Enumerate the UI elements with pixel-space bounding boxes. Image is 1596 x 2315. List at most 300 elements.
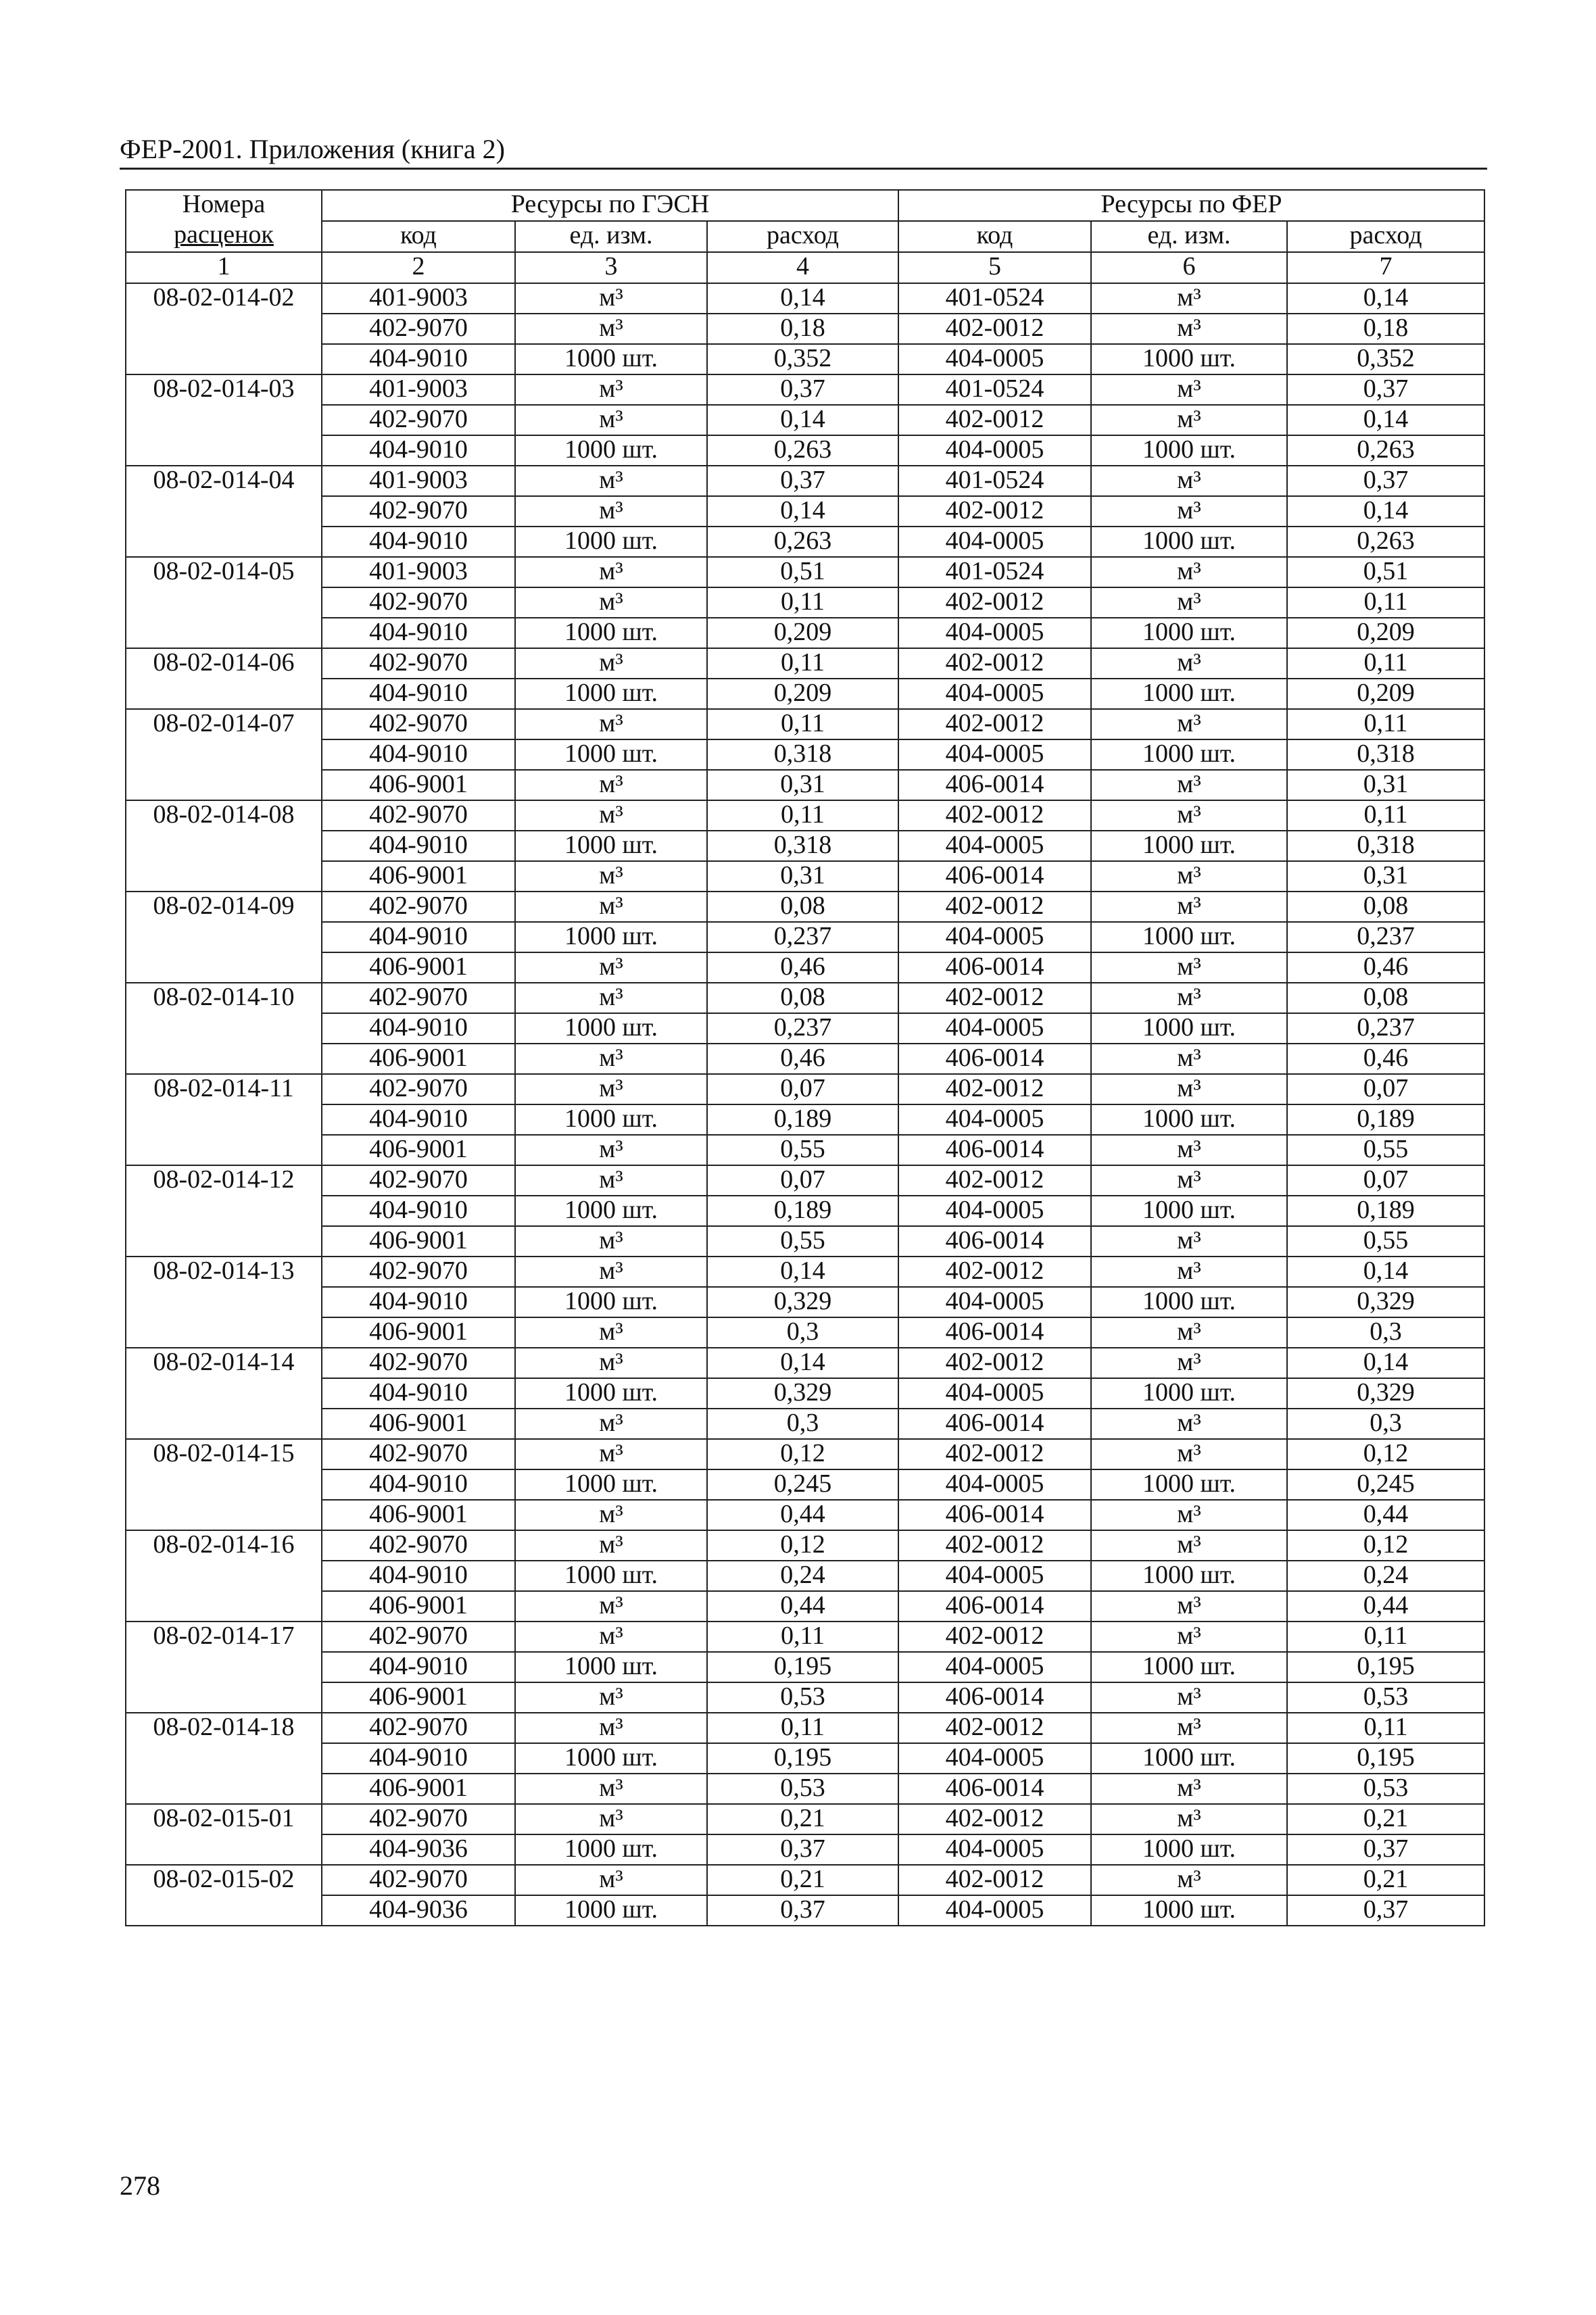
cell-fer-unit: м³: [1091, 1135, 1287, 1165]
cell-gesn-consumption: 0,318: [707, 739, 898, 770]
header-gesn-consumption: расход: [707, 221, 898, 252]
cell-gesn-unit: 1000 шт.: [515, 527, 707, 557]
cell-fer-unit: м³: [1091, 1591, 1287, 1622]
cell-gesn-consumption: 0,08: [707, 983, 898, 1013]
cell-fer-consumption: 0,11: [1287, 1622, 1484, 1652]
cell-gesn-consumption: 0,11: [707, 587, 898, 618]
cell-gesn-consumption: 0,263: [707, 527, 898, 557]
col-number: 4: [707, 252, 898, 283]
cell-fer-consumption: 0,44: [1287, 1500, 1484, 1530]
table-row: [126, 1165, 1484, 1196]
cell-gesn-unit: 1000 шт.: [515, 1743, 707, 1774]
cell-gesn-code: 404-9010: [322, 344, 515, 374]
cell-fer-consumption: 0,209: [1287, 618, 1484, 648]
cell-fer-code: 404-0005: [898, 739, 1091, 770]
cell-gesn-code: 404-9036: [322, 1895, 515, 1926]
table-row: [126, 527, 1484, 557]
header-fer-resources: Ресурсы по ФЕР: [898, 190, 1484, 221]
cell-gesn-consumption: 0,44: [707, 1591, 898, 1622]
cell-fer-unit: м³: [1091, 983, 1287, 1013]
rate-number: 08-02-014-10: [126, 983, 322, 1074]
cell-gesn-unit: м³: [515, 709, 707, 739]
cell-gesn-code: 402-9070: [322, 314, 515, 344]
col-number: 2: [322, 252, 515, 283]
cell-fer-code: 402-0012: [898, 1713, 1091, 1743]
cell-fer-unit: м³: [1091, 952, 1287, 983]
cell-fer-consumption: 0,12: [1287, 1530, 1484, 1561]
page-number: 278: [120, 2170, 160, 2201]
rate-number: 08-02-014-15: [126, 1439, 322, 1530]
table-row: [126, 1317, 1484, 1348]
cell-gesn-code: 402-9070: [322, 496, 515, 527]
cell-gesn-consumption: 0,46: [707, 1044, 898, 1074]
cell-gesn-code: 401-9003: [322, 466, 515, 496]
cell-gesn-code: 406-9001: [322, 861, 515, 892]
cell-gesn-consumption: 0,53: [707, 1682, 898, 1713]
cell-gesn-unit: м³: [515, 283, 707, 314]
cell-gesn-code: 406-9001: [322, 1682, 515, 1713]
cell-fer-unit: м³: [1091, 1226, 1287, 1257]
table-row: [126, 435, 1484, 466]
rate-number: 08-02-014-13: [126, 1257, 322, 1348]
cell-gesn-consumption: 0,31: [707, 861, 898, 892]
cell-gesn-unit: м³: [515, 770, 707, 800]
table-row: [126, 1530, 1484, 1561]
table-row: [126, 1652, 1484, 1682]
cell-gesn-unit: м³: [515, 1682, 707, 1713]
cell-gesn-consumption: 0,11: [707, 648, 898, 679]
table-row: [126, 648, 1484, 679]
cell-fer-code: 406-0014: [898, 861, 1091, 892]
cell-gesn-code: 404-9036: [322, 1834, 515, 1865]
table-row: [126, 739, 1484, 770]
cell-gesn-code: 402-9070: [322, 1074, 515, 1104]
table-row: [126, 1774, 1484, 1804]
cell-gesn-code: 404-9010: [322, 679, 515, 709]
cell-gesn-unit: м³: [515, 557, 707, 587]
table-row: [126, 1561, 1484, 1591]
table-row: [126, 1135, 1484, 1165]
cell-gesn-unit: 1000 шт.: [515, 1104, 707, 1135]
header-gesn-resources: Ресурсы по ГЭСН: [322, 190, 898, 221]
cell-gesn-code: 401-9003: [322, 557, 515, 587]
table-row: [126, 1104, 1484, 1135]
cell-gesn-consumption: 0,24: [707, 1561, 898, 1591]
cell-fer-consumption: 0,11: [1287, 1713, 1484, 1743]
cell-gesn-code: 404-9010: [322, 739, 515, 770]
cell-gesn-code: 406-9001: [322, 1500, 515, 1530]
cell-fer-unit: 1000 шт.: [1091, 679, 1287, 709]
cell-fer-code: 404-0005: [898, 1287, 1091, 1317]
cell-gesn-code: 404-9010: [322, 527, 515, 557]
cell-gesn-consumption: 0,07: [707, 1074, 898, 1104]
cell-gesn-code: 404-9010: [322, 1104, 515, 1135]
cell-gesn-code: 406-9001: [322, 952, 515, 983]
cell-fer-consumption: 0,3: [1287, 1409, 1484, 1439]
cell-gesn-code: 404-9010: [322, 922, 515, 952]
table-row: [126, 922, 1484, 952]
cell-fer-unit: м³: [1091, 1682, 1287, 1713]
cell-fer-code: 404-0005: [898, 1469, 1091, 1500]
cell-fer-code: 404-0005: [898, 1378, 1091, 1409]
cell-fer-code: 404-0005: [898, 1013, 1091, 1044]
cell-fer-unit: м³: [1091, 1165, 1287, 1196]
cell-fer-code: 402-0012: [898, 1257, 1091, 1287]
cell-fer-consumption: 0,11: [1287, 709, 1484, 739]
cell-gesn-unit: 1000 шт.: [515, 679, 707, 709]
cell-gesn-code: 402-9070: [322, 1439, 515, 1469]
cell-gesn-consumption: 0,14: [707, 1348, 898, 1378]
cell-gesn-consumption: 0,237: [707, 922, 898, 952]
table-row: [126, 587, 1484, 618]
table-row: [126, 344, 1484, 374]
cell-gesn-code: 402-9070: [322, 1257, 515, 1287]
cell-fer-unit: 1000 шт.: [1091, 1469, 1287, 1500]
cell-gesn-consumption: 0,3: [707, 1409, 898, 1439]
cell-fer-consumption: 0,11: [1287, 648, 1484, 679]
cell-gesn-consumption: 0,209: [707, 679, 898, 709]
cell-fer-unit: м³: [1091, 374, 1287, 405]
cell-fer-consumption: 0,329: [1287, 1378, 1484, 1409]
cell-gesn-consumption: 0,11: [707, 1713, 898, 1743]
col-number: 1: [126, 252, 322, 283]
header-row-2: [126, 221, 1484, 252]
cell-gesn-unit: 1000 шт.: [515, 1895, 707, 1926]
cell-gesn-unit: 1000 шт.: [515, 922, 707, 952]
header-row-1: [126, 190, 1484, 221]
cell-gesn-code: 406-9001: [322, 770, 515, 800]
cell-fer-unit: м³: [1091, 1865, 1287, 1895]
rate-number: 08-02-014-07: [126, 709, 322, 800]
cell-gesn-unit: м³: [515, 1439, 707, 1469]
cell-gesn-unit: м³: [515, 1135, 707, 1165]
cell-fer-code: 406-0014: [898, 1500, 1091, 1530]
cell-fer-code: 404-0005: [898, 679, 1091, 709]
cell-gesn-code: 402-9070: [322, 648, 515, 679]
cell-fer-consumption: 0,44: [1287, 1591, 1484, 1622]
cell-fer-unit: 1000 шт.: [1091, 1104, 1287, 1135]
cell-fer-consumption: 0,263: [1287, 527, 1484, 557]
cell-fer-consumption: 0,08: [1287, 983, 1484, 1013]
table-row: [126, 1713, 1484, 1743]
cell-fer-code: 404-0005: [898, 1743, 1091, 1774]
cell-gesn-consumption: 0,14: [707, 283, 898, 314]
cell-gesn-code: 402-9070: [322, 1348, 515, 1378]
cell-fer-code: 404-0005: [898, 1834, 1091, 1865]
header-gesn-code: код: [322, 221, 515, 252]
rate-number: 08-02-014-16: [126, 1530, 322, 1622]
rate-number: 08-02-014-02: [126, 283, 322, 374]
table-row: [126, 283, 1484, 314]
cell-gesn-code: 402-9070: [322, 709, 515, 739]
cell-gesn-consumption: 0,237: [707, 1013, 898, 1044]
cell-gesn-code: 402-9070: [322, 1165, 515, 1196]
cell-gesn-unit: 1000 шт.: [515, 739, 707, 770]
cell-gesn-unit: м³: [515, 1074, 707, 1104]
cell-gesn-unit: м³: [515, 496, 707, 527]
cell-fer-consumption: 0,195: [1287, 1652, 1484, 1682]
rate-number: 08-02-014-12: [126, 1165, 322, 1257]
cell-fer-unit: 1000 шт.: [1091, 1378, 1287, 1409]
cell-fer-consumption: 0,11: [1287, 587, 1484, 618]
cell-gesn-code: 402-9070: [322, 1622, 515, 1652]
table-row: [126, 709, 1484, 739]
cell-gesn-unit: м³: [515, 952, 707, 983]
cell-fer-unit: м³: [1091, 1044, 1287, 1074]
cell-fer-code: 404-0005: [898, 1104, 1091, 1135]
cell-fer-consumption: 0,352: [1287, 344, 1484, 374]
table-row: [126, 1044, 1484, 1074]
cell-gesn-code: 404-9010: [322, 618, 515, 648]
cell-gesn-unit: 1000 шт.: [515, 1469, 707, 1500]
cell-fer-consumption: 0,237: [1287, 922, 1484, 952]
cell-gesn-unit: м³: [515, 1530, 707, 1561]
cell-gesn-consumption: 0,195: [707, 1652, 898, 1682]
cell-fer-consumption: 0,08: [1287, 892, 1484, 922]
cell-gesn-unit: 1000 шт.: [515, 1378, 707, 1409]
cell-gesn-consumption: 0,37: [707, 466, 898, 496]
cell-gesn-consumption: 0,263: [707, 435, 898, 466]
cell-fer-unit: 1000 шт.: [1091, 618, 1287, 648]
cell-gesn-code: 404-9010: [322, 831, 515, 861]
cell-gesn-unit: м³: [515, 800, 707, 831]
cell-fer-code: 406-0014: [898, 1226, 1091, 1257]
cell-fer-code: 401-0524: [898, 374, 1091, 405]
cell-fer-consumption: 0,07: [1287, 1165, 1484, 1196]
cell-fer-consumption: 0,46: [1287, 1044, 1484, 1074]
cell-gesn-unit: м³: [515, 1591, 707, 1622]
cell-fer-unit: м³: [1091, 1074, 1287, 1104]
table-row: [126, 1804, 1484, 1834]
cell-gesn-consumption: 0,14: [707, 1257, 898, 1287]
cell-fer-code: 404-0005: [898, 1895, 1091, 1926]
cell-gesn-code: 406-9001: [322, 1317, 515, 1348]
rate-number: 08-02-014-04: [126, 466, 322, 557]
cell-gesn-code: 402-9070: [322, 1865, 515, 1895]
cell-gesn-unit: 1000 шт.: [515, 1561, 707, 1591]
cell-fer-unit: 1000 шт.: [1091, 1895, 1287, 1926]
table-row: [126, 770, 1484, 800]
cell-fer-consumption: 0,209: [1287, 679, 1484, 709]
cell-fer-unit: 1000 шт.: [1091, 527, 1287, 557]
cell-gesn-unit: м³: [515, 983, 707, 1013]
cell-gesn-consumption: 0,46: [707, 952, 898, 983]
cell-fer-consumption: 0,14: [1287, 496, 1484, 527]
cell-gesn-code: 404-9010: [322, 1287, 515, 1317]
rate-number: 08-02-014-17: [126, 1622, 322, 1713]
cell-gesn-code: 402-9070: [322, 1530, 515, 1561]
rate-number: 08-02-014-06: [126, 648, 322, 709]
table-row: [126, 892, 1484, 922]
cell-gesn-code: 402-9070: [322, 892, 515, 922]
cell-gesn-unit: 1000 шт.: [515, 1013, 707, 1044]
cell-fer-unit: м³: [1091, 892, 1287, 922]
cell-fer-consumption: 0,237: [1287, 1013, 1484, 1044]
cell-gesn-consumption: 0,31: [707, 770, 898, 800]
table-row: [126, 405, 1484, 435]
cell-gesn-consumption: 0,44: [707, 1500, 898, 1530]
cell-gesn-code: 402-9070: [322, 587, 515, 618]
cell-fer-code: 402-0012: [898, 1530, 1091, 1561]
cell-fer-unit: м³: [1091, 557, 1287, 587]
cell-fer-code: 404-0005: [898, 618, 1091, 648]
table-row: [126, 1622, 1484, 1652]
cell-fer-unit: м³: [1091, 648, 1287, 679]
table-row: [126, 1469, 1484, 1500]
cell-fer-code: 402-0012: [898, 1348, 1091, 1378]
cell-gesn-unit: м³: [515, 1044, 707, 1074]
table-row: [126, 1196, 1484, 1226]
cell-fer-code: 406-0014: [898, 1317, 1091, 1348]
cell-gesn-unit: 1000 шт.: [515, 1652, 707, 1682]
cell-fer-consumption: 0,263: [1287, 435, 1484, 466]
rate-number: 08-02-014-08: [126, 800, 322, 892]
cell-fer-consumption: 0,14: [1287, 283, 1484, 314]
cell-gesn-consumption: 0,11: [707, 709, 898, 739]
cell-gesn-consumption: 0,37: [707, 374, 898, 405]
cell-gesn-unit: 1000 шт.: [515, 1196, 707, 1226]
cell-fer-unit: м³: [1091, 1622, 1287, 1652]
cell-gesn-consumption: 0,12: [707, 1530, 898, 1561]
cell-gesn-consumption: 0,329: [707, 1378, 898, 1409]
cell-fer-code: 402-0012: [898, 496, 1091, 527]
cell-fer-code: 401-0524: [898, 557, 1091, 587]
cell-gesn-unit: 1000 шт.: [515, 831, 707, 861]
cell-gesn-consumption: 0,51: [707, 557, 898, 587]
table-row: [126, 1226, 1484, 1257]
cell-gesn-consumption: 0,21: [707, 1865, 898, 1895]
cell-fer-code: 402-0012: [898, 1439, 1091, 1469]
cell-gesn-unit: 1000 шт.: [515, 618, 707, 648]
header-rates-sub: расценок: [126, 221, 322, 252]
cell-gesn-code: 401-9003: [322, 283, 515, 314]
cell-gesn-unit: м³: [515, 1257, 707, 1287]
table-row: [126, 466, 1484, 496]
table-row: [126, 496, 1484, 527]
cell-fer-code: 402-0012: [898, 314, 1091, 344]
cell-gesn-code: 406-9001: [322, 1591, 515, 1622]
cell-fer-code: 402-0012: [898, 648, 1091, 679]
cell-fer-consumption: 0,31: [1287, 861, 1484, 892]
table-row: [126, 1348, 1484, 1378]
table-row: [126, 983, 1484, 1013]
cell-fer-consumption: 0,37: [1287, 374, 1484, 405]
cell-fer-consumption: 0,24: [1287, 1561, 1484, 1591]
rate-number: 08-02-014-18: [126, 1713, 322, 1804]
cell-fer-code: 404-0005: [898, 1561, 1091, 1591]
cell-gesn-unit: м³: [515, 1500, 707, 1530]
table-row: [126, 831, 1484, 861]
col-number: 6: [1091, 252, 1287, 283]
cell-gesn-unit: м³: [515, 405, 707, 435]
col-number: 5: [898, 252, 1091, 283]
cell-gesn-consumption: 0,07: [707, 1165, 898, 1196]
cell-fer-unit: м³: [1091, 1409, 1287, 1439]
cell-fer-consumption: 0,14: [1287, 405, 1484, 435]
cell-fer-consumption: 0,37: [1287, 1895, 1484, 1926]
cell-fer-consumption: 0,189: [1287, 1196, 1484, 1226]
cell-gesn-unit: м³: [515, 648, 707, 679]
cell-fer-consumption: 0,51: [1287, 557, 1484, 587]
cell-fer-unit: м³: [1091, 1530, 1287, 1561]
cell-fer-code: 402-0012: [898, 1622, 1091, 1652]
cell-gesn-code: 406-9001: [322, 1226, 515, 1257]
cell-gesn-consumption: 0,11: [707, 1622, 898, 1652]
cell-fer-code: 406-0014: [898, 1591, 1091, 1622]
cell-fer-code: 406-0014: [898, 1044, 1091, 1074]
cell-fer-consumption: 0,195: [1287, 1743, 1484, 1774]
table-row: [126, 1591, 1484, 1622]
cell-fer-consumption: 0,37: [1287, 1834, 1484, 1865]
cell-gesn-code: 402-9070: [322, 405, 515, 435]
cell-fer-unit: 1000 шт.: [1091, 1013, 1287, 1044]
cell-gesn-unit: 1000 шт.: [515, 344, 707, 374]
table-row: [126, 1409, 1484, 1439]
cell-fer-code: 404-0005: [898, 1196, 1091, 1226]
cell-fer-code: 401-0524: [898, 283, 1091, 314]
cell-gesn-code: 401-9003: [322, 374, 515, 405]
cell-gesn-code: 404-9010: [322, 1743, 515, 1774]
cell-fer-consumption: 0,18: [1287, 314, 1484, 344]
rate-number: 08-02-015-02: [126, 1865, 322, 1926]
cell-gesn-unit: 1000 шт.: [515, 1287, 707, 1317]
cell-gesn-consumption: 0,14: [707, 496, 898, 527]
table-row: [126, 861, 1484, 892]
cell-gesn-code: 404-9010: [322, 1561, 515, 1591]
cell-fer-unit: 1000 шт.: [1091, 1287, 1287, 1317]
cell-fer-unit: м³: [1091, 861, 1287, 892]
cell-gesn-consumption: 0,37: [707, 1834, 898, 1865]
page-header: ФЕР-2001. Приложения (книга 2): [120, 132, 1487, 170]
cell-gesn-code: 404-9010: [322, 1652, 515, 1682]
cell-gesn-code: 402-9070: [322, 983, 515, 1013]
cell-fer-unit: м³: [1091, 770, 1287, 800]
cell-fer-consumption: 0,12: [1287, 1439, 1484, 1469]
rate-number: 08-02-014-11: [126, 1074, 322, 1165]
cell-fer-consumption: 0,21: [1287, 1804, 1484, 1834]
cell-fer-unit: м³: [1091, 1439, 1287, 1469]
cell-fer-code: 402-0012: [898, 1074, 1091, 1104]
cell-fer-unit: м³: [1091, 466, 1287, 496]
cell-fer-unit: м³: [1091, 800, 1287, 831]
cell-gesn-consumption: 0,195: [707, 1743, 898, 1774]
cell-fer-code: 406-0014: [898, 1135, 1091, 1165]
cell-gesn-consumption: 0,55: [707, 1226, 898, 1257]
cell-fer-code: 404-0005: [898, 527, 1091, 557]
cell-fer-code: 406-0014: [898, 952, 1091, 983]
cell-gesn-unit: 1000 шт.: [515, 435, 707, 466]
cell-fer-unit: м³: [1091, 1804, 1287, 1834]
cell-fer-code: 402-0012: [898, 800, 1091, 831]
cell-fer-unit: м³: [1091, 709, 1287, 739]
cell-fer-code: 402-0012: [898, 1165, 1091, 1196]
cell-gesn-code: 404-9010: [322, 435, 515, 466]
cell-fer-unit: м³: [1091, 314, 1287, 344]
cell-gesn-unit: м³: [515, 1348, 707, 1378]
cell-fer-consumption: 0,55: [1287, 1135, 1484, 1165]
cell-gesn-consumption: 0,53: [707, 1774, 898, 1804]
cell-fer-code: 404-0005: [898, 831, 1091, 861]
cell-gesn-code: 402-9070: [322, 800, 515, 831]
header-gesn-unit: ед. изм.: [515, 221, 707, 252]
cell-gesn-consumption: 0,209: [707, 618, 898, 648]
table-row: [126, 1074, 1484, 1104]
cell-fer-consumption: 0,14: [1287, 1257, 1484, 1287]
cell-fer-code: 402-0012: [898, 1865, 1091, 1895]
cell-fer-unit: 1000 шт.: [1091, 1196, 1287, 1226]
header-rates: Номера: [126, 190, 322, 221]
cell-gesn-consumption: 0,245: [707, 1469, 898, 1500]
